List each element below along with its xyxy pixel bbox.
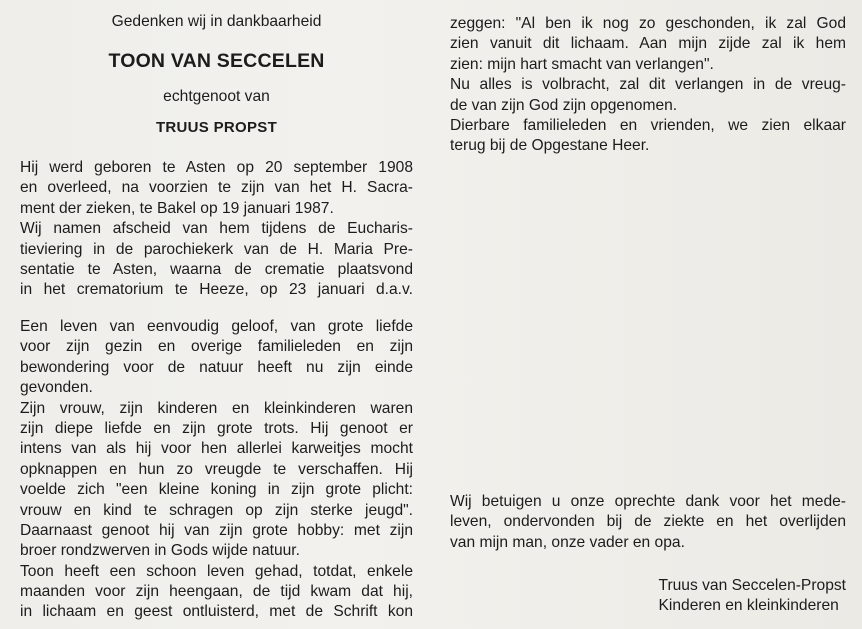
text-line: Hij werd geboren te Asten op 20 september 1908 [20, 159, 413, 176]
text-line: intens van als hij voor hen allerlei karweitjes mocht [20, 440, 413, 458]
text-line: Wij betuigen u onze oprechte dank voor het mede- [450, 493, 846, 510]
text-line: bewondering voor de natuur heeft nu zijn einde [20, 358, 413, 376]
deceased-name: TOON VAN SECCELEN [108, 50, 325, 72]
signature-line: Truus van Seccelen-Propst [658, 577, 846, 594]
tribute-paragraph [20, 317, 413, 623]
text-line: maanden voor zijn heengaan, de tijd kwam dat hij, [20, 583, 413, 601]
text-line: opknappen en hun zo vreugde te verschaffen. Hij [20, 460, 413, 478]
continuation-paragraph [450, 14, 846, 157]
text-line: terug bij de Opgestane Heer. [450, 137, 650, 155]
relation-line: echtgenoot van [163, 88, 270, 105]
spouse-name: TRUUS PROPST [155, 119, 278, 136]
text-line: vrouw en kind te schragen op zijn sterke jeugd". [20, 501, 413, 519]
thanks-paragraph [450, 492, 846, 553]
text-line: zien vanuit dit lichaam. Aan mijn zijde zal ik hem [450, 35, 846, 53]
signature-block [659, 576, 847, 617]
text-line: Dierbare familieleden en vrienden, we zien elkaar [450, 116, 846, 134]
text-line: Daarnaast genoot hij van zijn grote hobby: met zijn [20, 521, 413, 539]
text-line: leven, ondervonden bij de ziekte en het overlijden [450, 513, 846, 531]
text-line: gevonden. [20, 379, 93, 397]
text-line: Een leven van eenvoudig geloof, van grote liefde [20, 318, 413, 335]
text-line: Toon heeft een schoon leven gehad, totdat, enkele [20, 562, 413, 580]
intro-line: Gedenken wij in dankbaarheid [111, 13, 322, 30]
text-line: voelde zich "een kleine koning in zijn grote plicht: [20, 481, 413, 499]
text-line: en overleed, na voorzien te zijn van het H. Sacra- [20, 179, 413, 197]
text-line: sentatie te Asten, waarna de crematie plaatsvond [20, 260, 413, 278]
text-line: ment der zieken, te Bakel op 19 januari 1987. [20, 199, 334, 217]
text-line: in het crematorium te Heeze, op 23 januari d.a.v. [20, 281, 413, 299]
text-line: in lichaam en geest ontluisterd, met de Schrift kon [20, 603, 413, 621]
text-line: van mijn man, onze vader en opa. [450, 533, 685, 551]
biography-paragraph [20, 158, 413, 301]
text-line: voor zijn gezin en overige familieleden en zijn [20, 338, 413, 356]
text-line: broer rondzwerven in Gods wijde natuur. [20, 542, 300, 560]
text-line: de van zijn God zijn opgenomen. [450, 96, 678, 114]
signature-line: Kinderen en kleinkinderen [658, 597, 839, 615]
text-line: zien: mijn hart smacht van verlangen". [450, 55, 714, 73]
text-line: Zijn vrouw, zijn kinderen en kleinkinderen waren [20, 399, 413, 417]
text-line: Nu alles is volbracht, zal dit verlangen in de vreug- [450, 76, 846, 94]
text-line: Wij namen afscheid van hem tijdens de Eucharis- [20, 220, 413, 238]
text-line: tieviering in de parochiekerk van de H. Maria Pre- [20, 240, 413, 258]
text-line: zeggen: "Al ben ik nog zo geschonden, ik zal God [450, 15, 846, 32]
text-line: zijn diepe liefde en zijn grote trots. Hij genoot er [20, 419, 413, 437]
